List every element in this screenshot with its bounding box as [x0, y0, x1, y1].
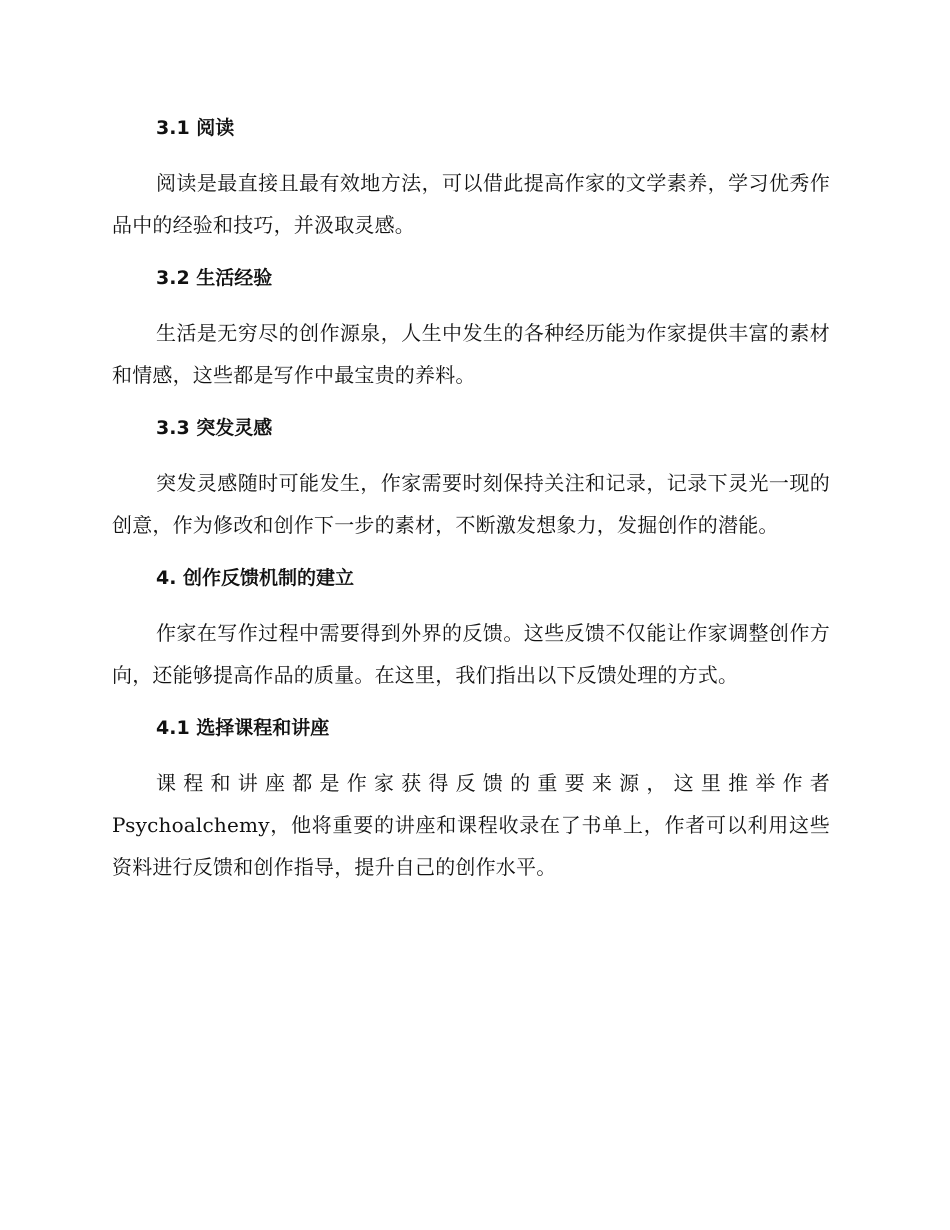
- document-body: [112, 108, 830, 888]
- section-heading-3-3: 3.3 突发灵感: [156, 417, 273, 439]
- section-paragraph-3-2: 生活是无穷尽的创作源泉，人生中发生的各种经历能为作家提供丰富的素材和情感，这些都是写作中最宝贵的养料。: [112, 321, 830, 387]
- section-heading-4: 4. 创作反馈机制的建立: [156, 567, 355, 589]
- section-heading-3-1: 3.1 阅读: [156, 117, 235, 139]
- section-heading-3-2: 3.2 生活经验: [156, 267, 273, 289]
- section-heading-4-1: 4.1 选择课程和讲座: [156, 717, 330, 739]
- section-paragraph-3-1: 阅读是最直接且最有效地方法，可以借此提高作家的文学素养，学习优秀作品中的经验和技巧，并汲取灵感。: [112, 171, 830, 237]
- section-paragraph-3-3: 突发灵感随时可能发生，作家需要时刻保持关注和记录，记录下灵光一现的创意，作为修改和创作下一步的素材，不断激发想象力，发掘创作的潜能。: [112, 471, 830, 537]
- section-paragraph-4: 作家在写作过程中需要得到外界的反馈。这些反馈不仅能让作家调整创作方向，还能够提高作品的质量。在这里，我们指出以下反馈处理的方式。: [112, 621, 830, 687]
- section-paragraph-4-1: 课程和讲座都是作家获得反馈的重要来源，这里推举作者Psychoalchemy，他将重要的讲座和课程收录在了书单上，作者可以利用这些资料进行反馈和创作指导，提升自己的创作水平。: [112, 771, 830, 879]
